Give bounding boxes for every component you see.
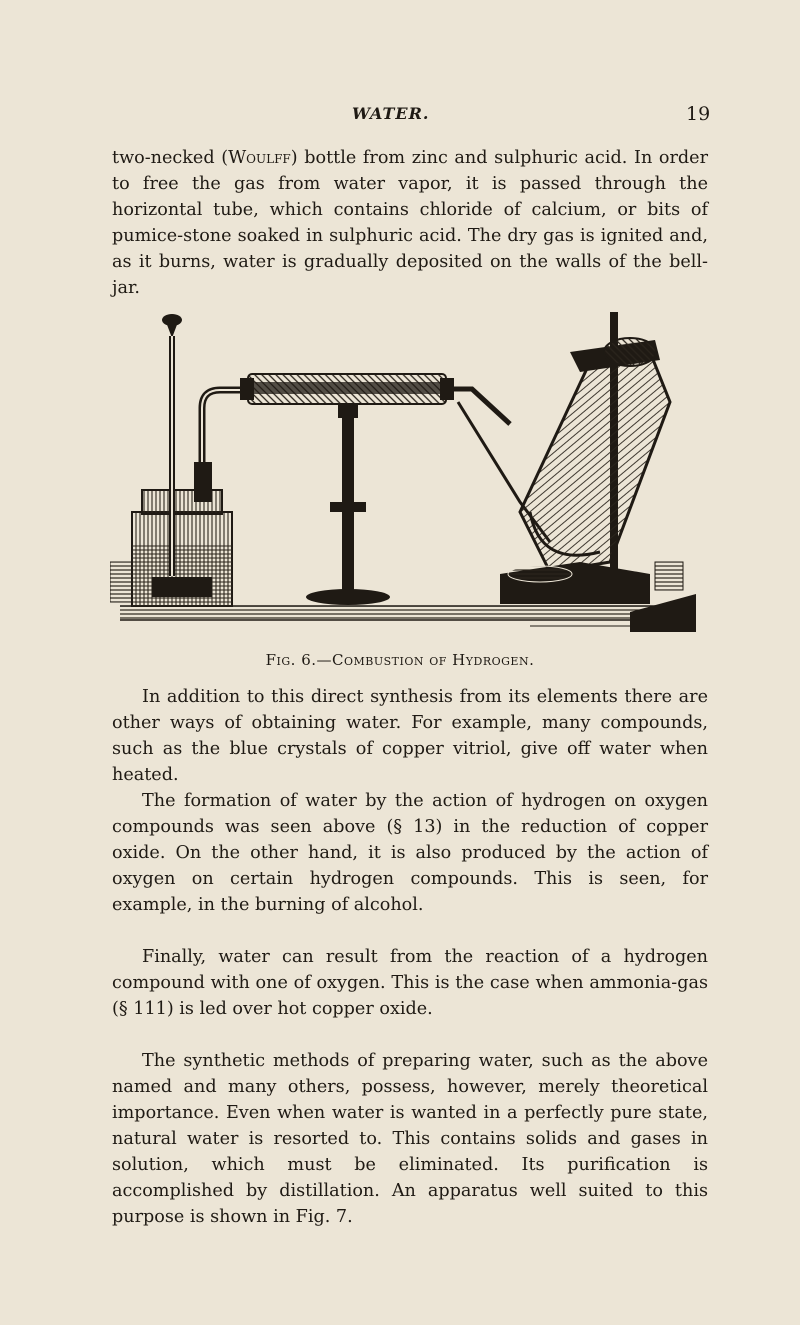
running-title: WATER. xyxy=(352,104,430,123)
page-number: 19 xyxy=(686,103,711,125)
paragraph-text: two-necked ( xyxy=(112,148,229,168)
figure-caption-text: Combustion of Hydrogen. xyxy=(332,651,535,669)
dish-stand xyxy=(500,562,683,604)
author-name: Woulff xyxy=(228,148,291,168)
clamp-stand xyxy=(306,404,390,605)
paragraph-5: The synthetic methods of preparing water, such as the above named and many others, possess, however, merely theoretical importance. Even when water is wanted in a perfectly pure state, natural water is resorted to. This contains solids and gases in solution, which must be eliminated. Its purification is accomplished by distillation. An apparatus well suited to this purpose is shown in Fig. 7. xyxy=(112,1051,708,1227)
drying-tube xyxy=(240,374,510,424)
paragraph-2: In addition to this direct synthesis from its elements there are other ways of obtaining water. For example, many compounds, such as the blue crystals of copper vitriol, give off water when heated. xyxy=(112,687,708,785)
paragraph-continued xyxy=(112,145,708,301)
figure-caption xyxy=(0,651,800,669)
running-head xyxy=(0,104,800,134)
paragraph-text: ) bottle from zinc and sulphuric acid. In order to free the gas from water vapor, it is passed through the horizontal tube, which contains chloride of calcium, or bits of pumice-stone soaked in sulphuric acid. The dry gas is ignited and, as it burns, water is gradually deposited on the walls of the bell-jar. xyxy=(112,148,708,298)
delivery-tube xyxy=(194,390,250,502)
paragraph-3: The formation of water by the action of hydrogen on oxygen compounds was seen above (§ 13) in the reduction of copper oxide. On the other hand, it is also produced by the action of oxygen on certain hydrogen compounds. This is seen, for example, in the burning of alcohol. xyxy=(112,791,708,915)
apparatus-illustration xyxy=(110,312,700,632)
bell-jar xyxy=(520,312,670,572)
paragraph-4: Finally, water can result from the reaction of a hydrogen compound with one of oxygen. This is the case when ammonia-gas (§ 111) is led over hot copper oxide. xyxy=(112,947,708,1019)
figure-caption-prefix: Fig. 6.— xyxy=(265,651,333,669)
